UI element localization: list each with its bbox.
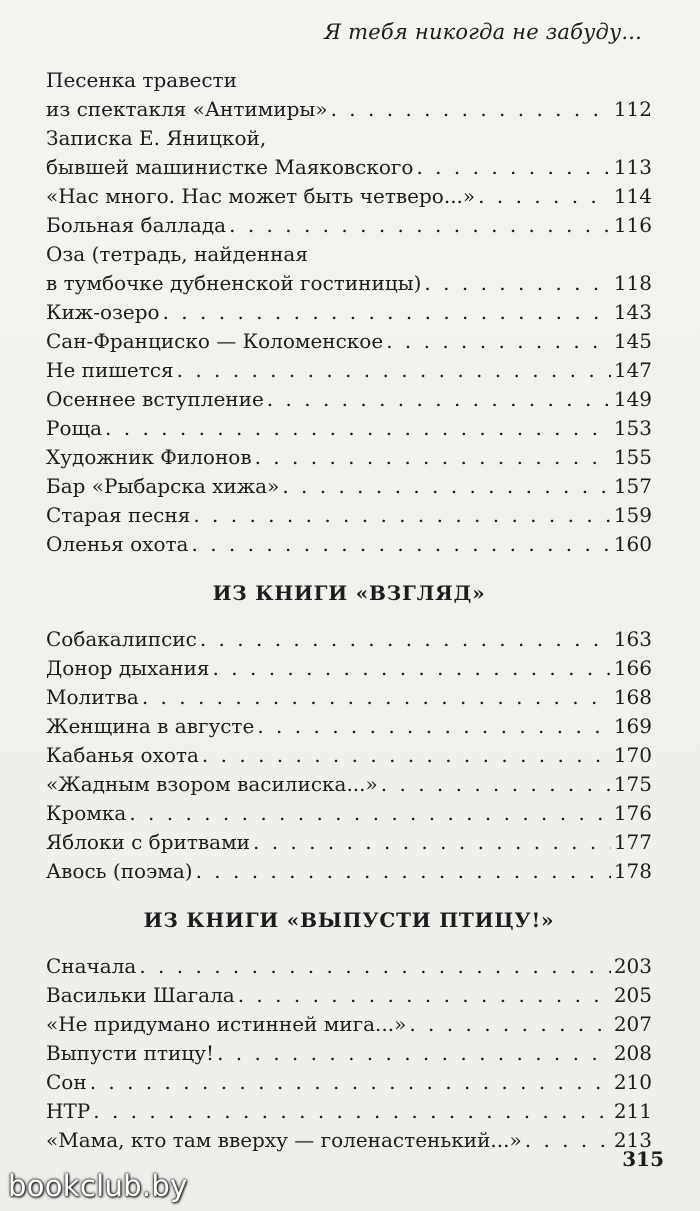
toc-entry-title: «Не придумано истинней мига...» xyxy=(46,1012,407,1036)
toc-entry-title: Собакалипсис xyxy=(46,627,197,651)
toc-page-number: 168 xyxy=(613,685,652,709)
dot-leader xyxy=(163,298,611,327)
toc-entry xyxy=(46,414,652,443)
toc-page-number: 208 xyxy=(613,1041,652,1065)
toc-entry xyxy=(46,211,652,240)
toc-entry-title: Больная баллада xyxy=(46,213,227,237)
toc-entry-row xyxy=(46,857,652,886)
toc-entry-row xyxy=(46,828,652,857)
dot-leader xyxy=(525,1126,611,1155)
toc-entry xyxy=(46,501,652,530)
toc-entry-title: Донор дыхания xyxy=(46,656,210,680)
toc-entry-row xyxy=(46,501,652,530)
dot-leader xyxy=(142,683,611,712)
toc-entry-title: Авось (поэма) xyxy=(46,859,193,883)
dot-leader xyxy=(202,741,611,770)
toc-entry xyxy=(46,857,652,886)
toc-page-number: 211 xyxy=(613,1099,652,1123)
toc-page-number: 113 xyxy=(613,155,652,179)
toc-entry xyxy=(46,654,652,683)
toc-page-number: 147 xyxy=(613,358,652,382)
toc-page-number: 176 xyxy=(613,801,652,825)
toc-entry-title: бывшей машинистке Маяковского xyxy=(46,155,414,179)
toc-entry xyxy=(46,327,652,356)
toc-entry xyxy=(46,240,652,298)
toc-entry-row xyxy=(46,770,652,799)
toc-entry-row xyxy=(46,712,652,741)
toc-page-number: 118 xyxy=(613,271,652,295)
toc-entry xyxy=(46,124,652,182)
toc-entry xyxy=(46,443,652,472)
toc-entry xyxy=(46,298,652,327)
toc-entry-title: «Нас много. Нас может быть четверо...» xyxy=(46,184,476,208)
dot-leader xyxy=(409,1010,610,1039)
toc-page-number: 203 xyxy=(613,954,652,978)
toc-entry-row xyxy=(46,741,652,770)
dot-leader xyxy=(257,712,610,741)
toc-page-number: 160 xyxy=(613,532,652,556)
toc-entry-row xyxy=(46,269,652,298)
section-heading: ИЗ КНИГИ «ВЗГЛЯД» xyxy=(212,581,486,605)
toc-entry-title-line: Записка Е. Яницкой, xyxy=(46,126,267,150)
toc-entry xyxy=(46,182,652,211)
toc-entry xyxy=(46,741,652,770)
toc-entry xyxy=(46,1097,652,1126)
dot-leader xyxy=(213,654,611,683)
toc-entry-row xyxy=(46,952,652,981)
toc-page-number: 210 xyxy=(613,1070,652,1094)
dot-leader xyxy=(381,770,611,799)
toc-entry xyxy=(46,385,652,414)
dot-leader xyxy=(331,95,611,124)
toc-entry xyxy=(46,712,652,741)
toc-entry-title: Бар «Рыбарска хижа» xyxy=(46,474,280,498)
toc-entry xyxy=(46,356,652,385)
toc-entry xyxy=(46,66,652,124)
toc-entry xyxy=(46,1010,652,1039)
toc-entry-title: Осеннее вступление xyxy=(46,387,264,411)
toc-entry-title: Яблоки с бритвами xyxy=(46,830,250,854)
dot-leader xyxy=(253,828,611,857)
toc-entry-row xyxy=(46,654,652,683)
toc-entry-title: Сон xyxy=(46,1070,87,1094)
toc-entry-title-line: Оза (тетрадь, найденная xyxy=(46,242,308,266)
dot-leader xyxy=(90,1068,611,1097)
toc-entry-row xyxy=(46,298,652,327)
toc-page-number: 207 xyxy=(613,1012,652,1036)
toc-entry-title: Старая песня xyxy=(46,503,191,527)
toc-page-number: 159 xyxy=(613,503,652,527)
toc-entry-title: «Жадным взором василиска...» xyxy=(46,772,378,796)
dot-leader xyxy=(139,952,610,981)
toc-entry-row xyxy=(46,530,652,559)
toc-page-number: 149 xyxy=(613,387,652,411)
toc-entry xyxy=(46,472,652,501)
toc-entry xyxy=(46,981,652,1010)
toc-entry-title: в тумбочке дубненской гостиницы) xyxy=(46,271,422,295)
toc-page-number: 143 xyxy=(613,300,652,324)
dot-leader xyxy=(105,414,611,443)
toc-entry-row xyxy=(46,981,652,1010)
toc-entry-row xyxy=(46,683,652,712)
toc-entry xyxy=(46,530,652,559)
toc-entry-title: Художник Филонов xyxy=(46,445,252,469)
toc-page-number: 170 xyxy=(613,743,652,767)
dot-leader xyxy=(478,182,611,211)
toc-page-number: 163 xyxy=(613,627,652,651)
toc-entry-row xyxy=(46,414,652,443)
toc-entry-title: НТР xyxy=(46,1099,91,1123)
toc-entry-row xyxy=(46,1039,652,1068)
toc-page-number: 166 xyxy=(613,656,652,680)
toc-page-number: 116 xyxy=(613,213,652,237)
toc-entry xyxy=(46,828,652,857)
toc-entry-title: Васильки Шагала xyxy=(46,983,235,1007)
toc-page-number: 177 xyxy=(613,830,652,854)
toc-page-number: 213 xyxy=(613,1128,652,1152)
toc-entry-row xyxy=(46,95,652,124)
toc-page-number: 155 xyxy=(613,445,652,469)
toc-entry-title: Молитва xyxy=(46,685,139,709)
toc-page-number: 157 xyxy=(613,474,652,498)
toc-entry-row xyxy=(46,182,652,211)
section-heading: ИЗ КНИГИ «ВЫПУСТИ ПТИЦУ!» xyxy=(143,908,555,932)
dot-leader xyxy=(424,269,610,298)
toc-page-number: 153 xyxy=(613,416,652,440)
toc-entry-title: Киж-озеро xyxy=(46,300,160,324)
toc-page-number: 175 xyxy=(613,772,652,796)
toc-entry xyxy=(46,1039,652,1068)
toc-entry-row xyxy=(46,211,652,240)
toc-entry-title: Не пишется xyxy=(46,358,174,382)
toc-entry-row xyxy=(46,1126,652,1155)
dot-leader xyxy=(217,1039,611,1068)
toc-entry-title: Сначала xyxy=(46,954,137,978)
dot-leader xyxy=(200,625,611,654)
dot-leader xyxy=(238,981,611,1010)
toc-entry-title-line: Песенка травести xyxy=(46,68,237,92)
toc-entry-row xyxy=(46,625,652,654)
toc-page-number: 205 xyxy=(613,983,652,1007)
toc-entry-title: Кромка xyxy=(46,801,127,825)
toc-entry-row xyxy=(46,799,652,828)
toc-entry-row xyxy=(46,153,652,182)
dot-leader xyxy=(196,857,611,886)
toc-entry-title: «Мама, кто там вверху — голенастенький...» xyxy=(46,1128,522,1152)
toc-entry-row xyxy=(46,472,652,501)
toc-entry-title: Кабанья охота xyxy=(46,743,199,767)
toc-page-number: 169 xyxy=(613,714,652,738)
dot-leader xyxy=(191,530,610,559)
toc-entry-row xyxy=(46,356,652,385)
toc-entry-row xyxy=(46,327,652,356)
toc-entry-title: Выпусти птицу! xyxy=(46,1041,215,1065)
toc-entry-title: Оленья охота xyxy=(46,532,189,556)
toc-page-number: 114 xyxy=(613,184,652,208)
toc-entry-row xyxy=(46,443,652,472)
toc-page-number: 178 xyxy=(613,859,652,883)
toc-entry-row xyxy=(46,1010,652,1039)
dot-leader xyxy=(177,356,611,385)
dot-leader xyxy=(282,472,611,501)
running-head: Я тебя никогда не забуду... xyxy=(324,20,642,44)
dot-leader xyxy=(416,153,610,182)
dot-leader xyxy=(193,501,611,530)
table-of-contents xyxy=(46,66,652,1155)
dot-leader xyxy=(255,443,611,472)
toc-entry-row xyxy=(46,1068,652,1097)
dot-leader xyxy=(386,327,611,356)
toc-entry xyxy=(46,952,652,981)
toc-entry-title: Роща xyxy=(46,416,103,440)
toc-entry-title: Сан-Франциско — Коломенское xyxy=(46,329,384,353)
toc-entry xyxy=(46,1068,652,1097)
toc-entry-title: Женщина в августе xyxy=(46,714,255,738)
toc-entry xyxy=(46,770,652,799)
dot-leader xyxy=(267,385,611,414)
toc-entry xyxy=(46,799,652,828)
toc-entry xyxy=(46,625,652,654)
dot-leader xyxy=(93,1097,611,1126)
toc-entry-row xyxy=(46,1097,652,1126)
toc-entry xyxy=(46,683,652,712)
toc-page-number: 145 xyxy=(613,329,652,353)
dot-leader xyxy=(229,211,611,240)
watermark: bookclub.by xyxy=(8,1169,188,1203)
page-number: 315 xyxy=(622,1147,664,1171)
toc-entry-title: из спектакля «Антимиры» xyxy=(46,97,328,121)
dot-leader xyxy=(129,799,611,828)
toc-page-number: 112 xyxy=(613,97,652,121)
toc-entry-row xyxy=(46,385,652,414)
toc-entry xyxy=(46,1126,652,1155)
